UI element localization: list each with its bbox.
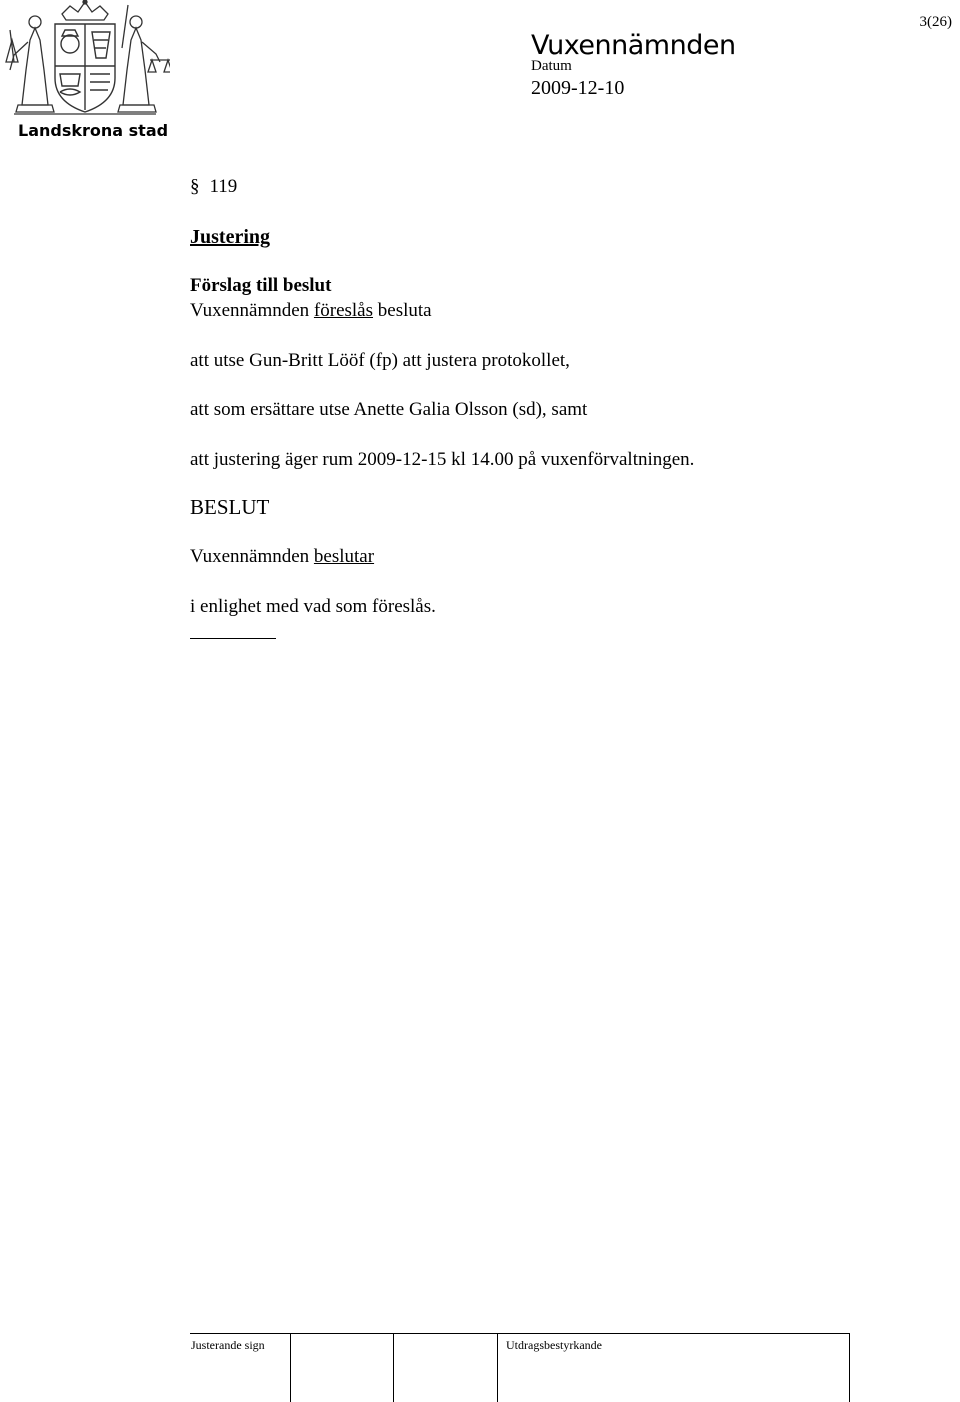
- date-value: 2009-12-10: [531, 77, 625, 99]
- proposal-heading: Förslag till beslut: [190, 275, 332, 296]
- coat-of-arms-icon: [0, 0, 170, 145]
- extract-certification-label: Utdragsbestyrkande: [506, 1338, 602, 1352]
- signature-box-divider-4: [849, 1334, 850, 1402]
- date-label: Datum: [531, 58, 572, 74]
- proposal-item-2: att som ersättare utse Anette Galia Olsson (sd), samt: [190, 399, 588, 420]
- decision-subject: Vuxennämnden: [190, 546, 310, 567]
- proposal-item-3: att justering äger rum 2009-12-15 kl 14.00 på vuxenförvaltningen.: [190, 449, 695, 470]
- proposal-subject: Vuxennämnden: [190, 300, 310, 321]
- decision-heading: BESLUT: [190, 495, 270, 519]
- decision-intro: [190, 546, 374, 568]
- proposal-intro: [190, 300, 432, 322]
- signature-label: Justerande sign: [191, 1338, 265, 1352]
- proposal-verb: föreslås: [313, 300, 374, 321]
- signature-box-divider-3: [497, 1334, 498, 1402]
- proposal-rest: besluta: [377, 300, 432, 321]
- section-number: 119: [209, 176, 238, 197]
- signature-box-divider-2: [393, 1334, 394, 1402]
- paragraph-sign: §: [190, 176, 200, 197]
- landskrona-coat-of-arms-logo: [0, 0, 170, 145]
- section-title: Justering: [190, 226, 270, 248]
- committee-name: Vuxennämnden: [531, 30, 736, 61]
- section-number-line: [190, 176, 237, 198]
- decision-verb: beslutar: [313, 546, 375, 567]
- decision-text: i enlighet med vad som föreslås.: [190, 596, 436, 617]
- proposal-item-1: att utse Gun-Britt Lööf (fp) att justera protokollet,: [190, 350, 570, 371]
- logo-wordmark: Landskrona stad: [18, 121, 169, 140]
- footer-top-rule: [190, 1333, 850, 1334]
- end-of-section-rule: [190, 638, 276, 639]
- page-number: 3(26): [919, 14, 952, 30]
- signature-box-divider-1: [290, 1334, 291, 1402]
